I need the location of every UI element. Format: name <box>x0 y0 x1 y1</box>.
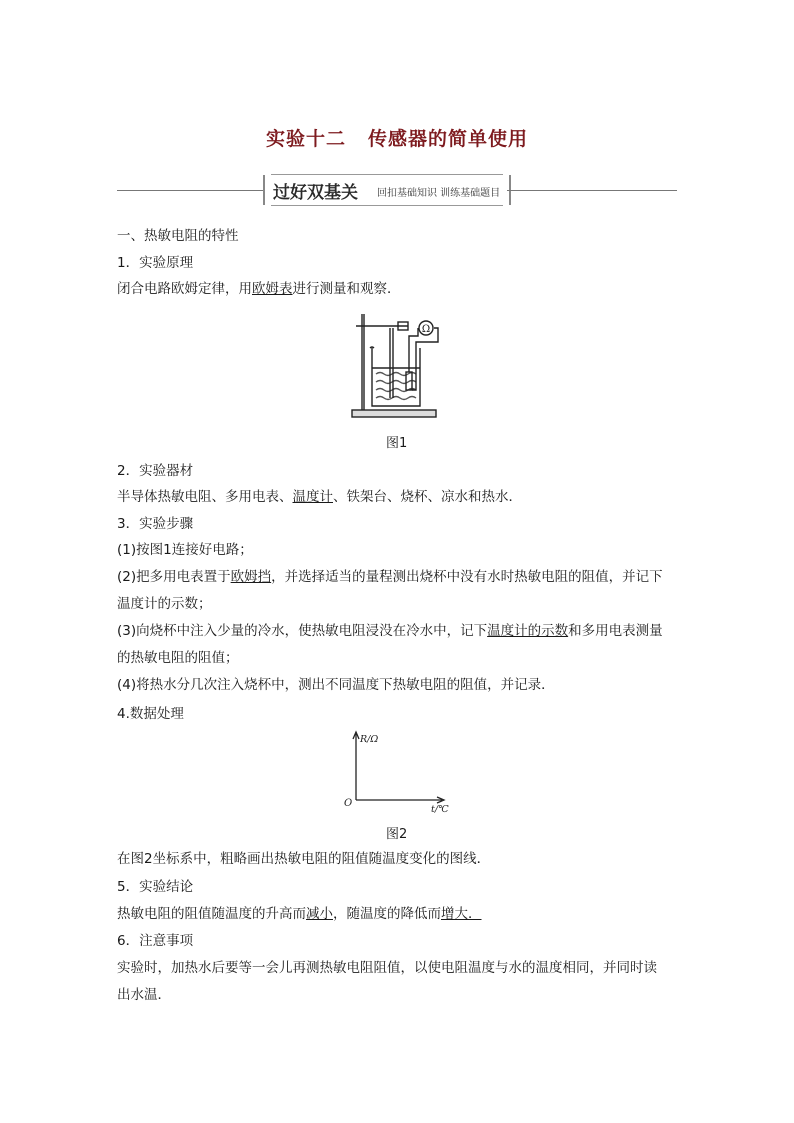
notes-line-2: 出水温． <box>117 987 171 1003</box>
conclusion-heading: 5．实验结论 <box>117 879 194 895</box>
step-2-keyword: 欧姆挡 <box>230 569 272 585</box>
figure-1-apparatus <box>346 310 446 422</box>
banner-rule-left <box>117 190 263 191</box>
step-3: (3)向烧杯中注入少量的冷水，使热敏电阻浸没在冷水中，记下温度计的示数和多用电表测量 <box>117 623 663 639</box>
step-3-continued: 的热敏电阻的阻值； <box>117 650 239 666</box>
section-banner <box>117 173 677 209</box>
equipment-heading: 2．实验器材 <box>117 463 194 479</box>
figure-1-caption: 图1 <box>386 436 408 451</box>
origin-label: O <box>344 798 353 809</box>
notes-heading: 6．注意事项 <box>117 933 194 949</box>
step-4: (4)将热水分几次注入烧杯中，测出不同温度下热敏电阻的阻值，并记录． <box>117 677 555 693</box>
banner-rule-right <box>507 190 677 191</box>
banner-title: 过好双基关 <box>273 183 358 203</box>
steps-heading: 3．实验步骤 <box>117 516 194 532</box>
data-text: 在图2坐标系中，粗略画出热敏电阻的阻值随温度变化的图线． <box>117 851 491 867</box>
banner-box <box>263 175 511 205</box>
banner-subtitle: 回扣基础知识 训练基础题目 <box>377 188 501 199</box>
page-title <box>0 124 794 151</box>
y-axis-label: R/Ω <box>360 734 379 745</box>
conclusion-keyword-1: 减小 <box>306 906 333 922</box>
principle-text: 闭合电路欧姆定律，用欧姆表进行测量和观察． <box>117 281 401 297</box>
principle-keyword: 欧姆表 <box>252 281 293 297</box>
data-heading: 4.数据处理 <box>117 706 184 722</box>
conclusion-keyword-2: 增大． <box>441 906 482 922</box>
step-2: (2)把多用电表置于欧姆挡，并选择适当的量程测出烧杯中没有水时热敏电阻的阻值，并记下 <box>117 569 663 585</box>
principle-heading: 1．实验原理 <box>117 255 194 271</box>
x-axis-label: t/℃ <box>431 804 449 815</box>
figure-2-caption: 图2 <box>386 827 408 842</box>
figure-2-axes <box>340 728 450 818</box>
step-2-continued: 温度计的示数； <box>117 596 212 612</box>
equipment-text: 半导体热敏电阻、多用电表、温度计、铁架台、烧杯、凉水和热水． <box>117 489 522 505</box>
title-part2: 传感器的简单使用 <box>368 128 529 150</box>
notes-line-1: 实验时，加热水后要等一会儿再测热敏电阻阻值，以使电阻温度与水的温度相同，并同时读 <box>117 960 657 976</box>
conclusion-text: 热敏电阻的阻值随温度的升高而减小，随温度的降低而增大． <box>117 906 482 922</box>
step-1: (1)按图1连接好电路； <box>117 542 253 558</box>
equipment-keyword: 温度计 <box>292 489 333 505</box>
title-part1: 实验十二 <box>265 128 346 150</box>
section-heading: 一、热敏电阻的特性 <box>117 228 239 244</box>
step-3-keyword: 温度计的示数 <box>487 623 569 639</box>
ohmmeter-symbol: Ω <box>421 324 431 335</box>
